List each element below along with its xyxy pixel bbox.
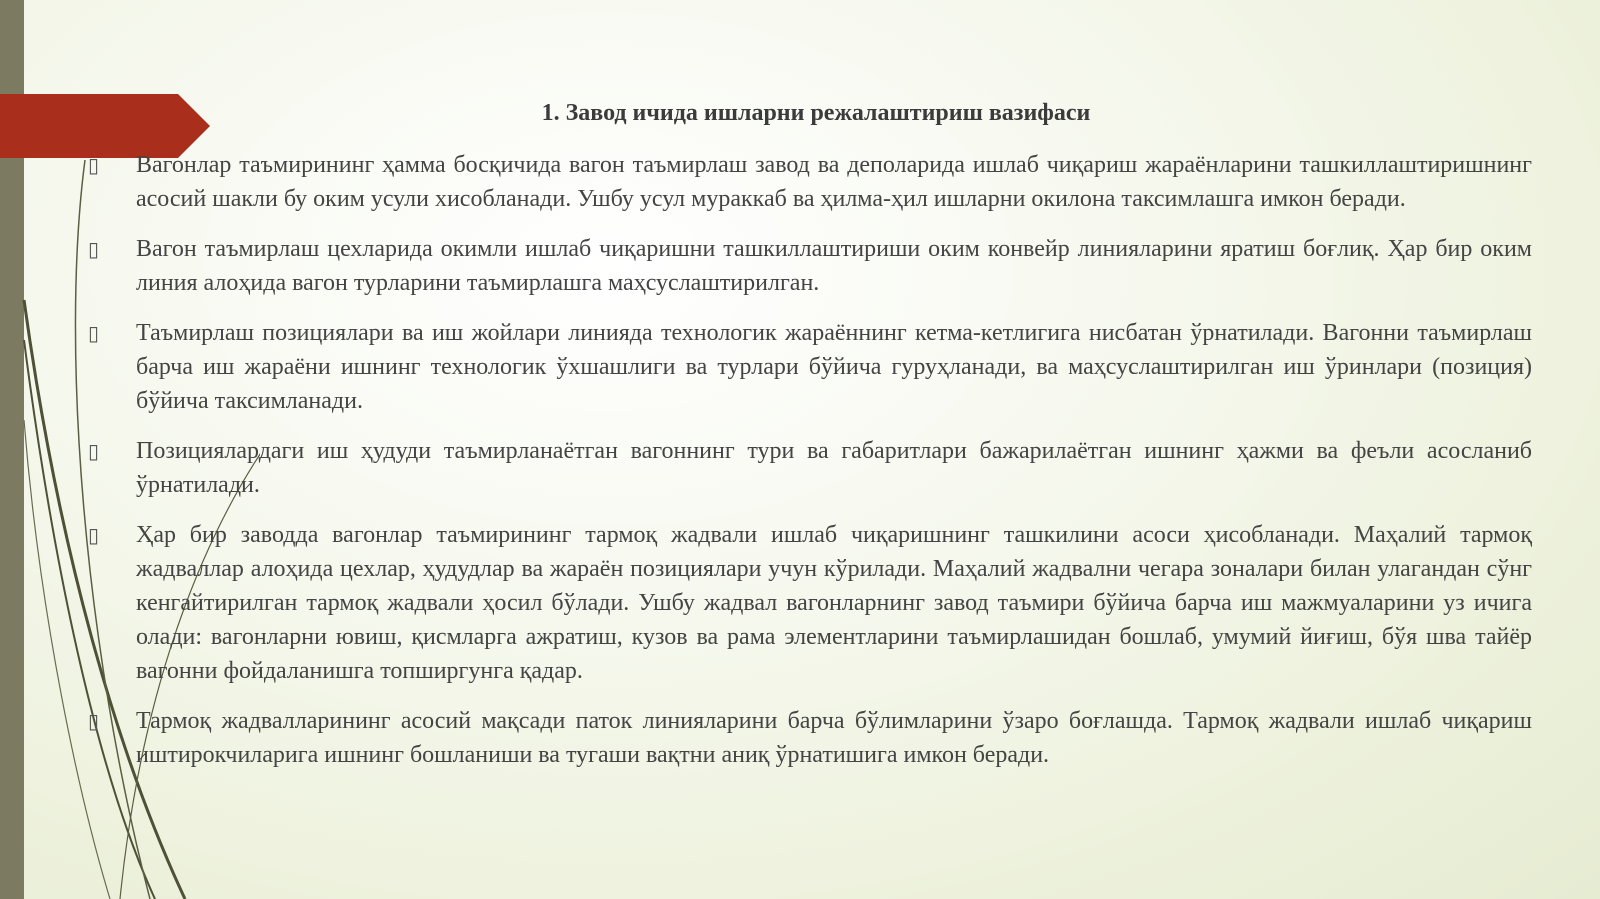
bullet-item-5 xyxy=(88,518,1532,688)
bullet-marker-icon: ▯ xyxy=(88,321,100,345)
bullet-marker-icon: ▯ xyxy=(88,709,100,733)
slide-title: 1. Завод ичида ишларни режалаштириш вазифаси xyxy=(541,100,1091,126)
bullet-item-1 xyxy=(88,148,1532,216)
bullet-text: Вагонлар таъмирининг ҳамма босқичида вагон таъмирлаш завод ва деполарида ишлаб чиқариш жараёнларини ташкиллаштиришнинг асосий шакли бу оким усули хисобланади. Ушбу усул мураккаб ва ҳилма-ҳил ишларни окилона таксимлашга имкон беради. xyxy=(136,152,1532,212)
bullet-text: Позициялардаги иш ҳудуди таъмирланаётган вагоннинг тури ва габаритлари бажарилаётган ишнинг ҳажми ва феъли асосланиб ўрнатилади. xyxy=(136,438,1532,498)
bullet-text: Ҳар бир заводда вагонлар таъмирининг тармоқ жадвали ишлаб чиқаришнинг ташкилини асоси ҳисобланади. Маҳалий тармоқ жадваллар алоҳида цехлар, ҳудудлар ва жараён позициялари учун кўрилади. Маҳалий жадвални чегара зоналари билан улагандан сўнг кенгайтирилган тармоқ жадвали ҳосил бўлади. Ушбу жадвал вагонларнинг завод таъмири бўйича барча иш мажмуаларини уз ичига олади: вагонларни ювиш, қисмларга ажратиш, кузов ва рама элементларини таъмирлашидан бошлаб, умумий йиғиш, бўя шва тайёр вагонни фойдаланишга топширгунга қадар. xyxy=(136,522,1532,684)
bullet-marker-icon: ▯ xyxy=(88,523,100,547)
bullet-item-6 xyxy=(88,704,1532,772)
bullet-text: Таъмирлаш позициялари ва иш жойлари линияда технологик жараённинг кетма-кетлигига нисбатан ўрнатилади. Вагонни таъмирлаш барча иш жараёни ишнинг технологик ўхшашлиги ва турлари бўйича гуруҳланади, ва маҳсуслаштирилган иш ўринлари (позиция) бўйича таксимланади. xyxy=(136,320,1532,414)
bullet-item-4 xyxy=(88,434,1532,502)
bullet-item-3 xyxy=(88,316,1532,418)
bullet-text: Вагон таъмирлаш цехларида окимли ишлаб чиқаришни ташкиллаштириши оким конвейр линияларини яратиш боғлиқ. Ҳар бир оким линия алоҳида вагон турларини таъмирлашга маҳсуслаштирилган. xyxy=(136,236,1532,296)
bullet-text: Тармоқ жадвалларининг асосий мақсади паток линияларини барча бўлимларини ўзаро боғлашда. Тармоқ жадвали ишлаб чиқариш иштирокчиларига ишнинг бошланиши ва тугаши вақтни аниқ ўрнатишига имкон беради. xyxy=(136,708,1532,768)
bullet-marker-icon: ▯ xyxy=(88,237,100,261)
bullet-item-2 xyxy=(88,232,1532,300)
bullet-marker-icon: ▯ xyxy=(88,153,100,177)
bullet-marker-icon: ▯ xyxy=(88,439,100,463)
bullet-list xyxy=(88,148,1532,788)
